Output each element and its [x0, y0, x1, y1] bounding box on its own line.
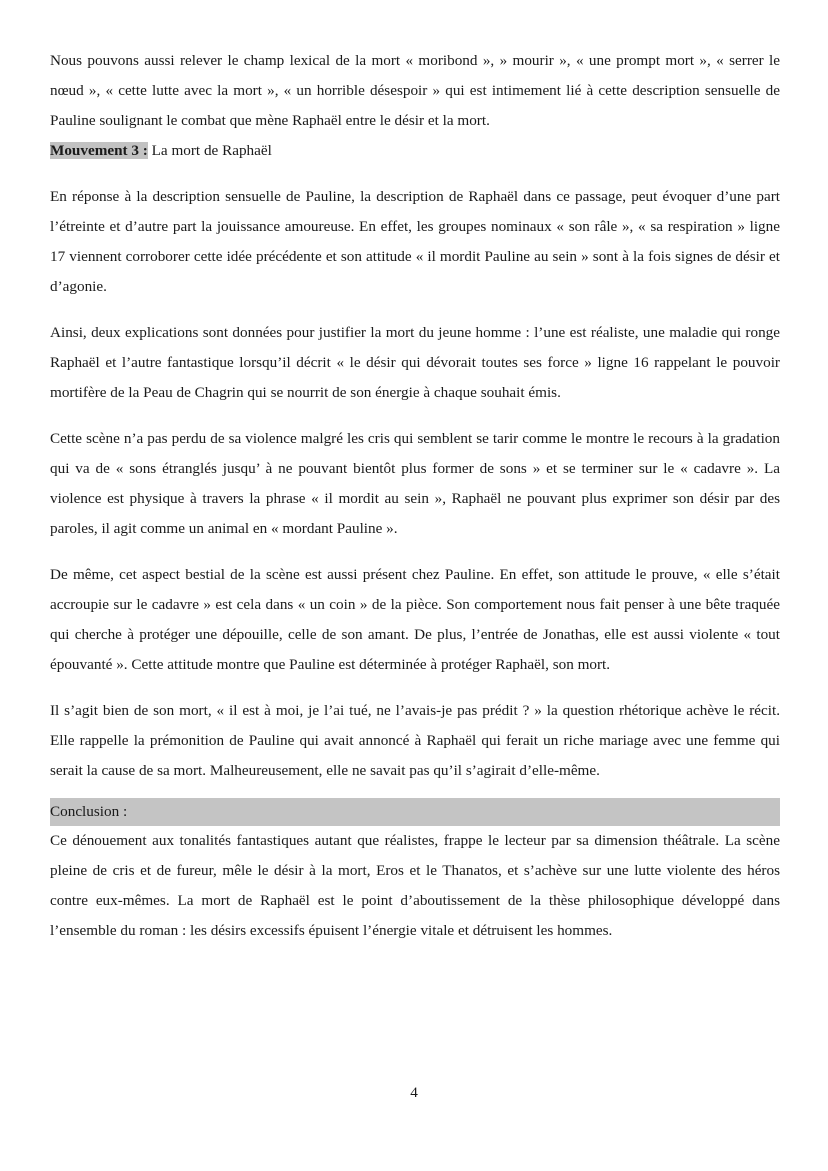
paragraph-explications: Ainsi, deux explications sont données pour justifier la mort du jeune homme : l’une est réaliste, une maladie qui ronge Raphaël et l’autre fantastique lorsqu’il décrit « le désir qui dévorait toutes ses force » ligne 16 rappelant le pouvoir mortifère de la Peau de Chagrin qui se nourrit de son énergie à chaque souhait émis.	[50, 324, 780, 401]
conclusion-heading: Conclusion :	[50, 798, 780, 826]
section-title: La mort de Raphaël	[147, 142, 272, 159]
paragraph-reponse: En réponse à la description sensuelle de Pauline, la description de Raphaël dans ce passage, peut évoquer d’une part l’étreinte et d’autre part la jouissance amoureuse. En effet, les groupes nominaux « son râle », « sa respiration » ligne 17 viennent corroborer cette idée précédente et son attitude « il mordit Pauline au sein » sont à la fois signes de désir et d’agonie.	[50, 188, 780, 295]
paragraph-conclusion: Ce dénouement aux tonalités fantastiques autant que réalistes, frappe le lecteur par sa dimension théâtrale. La scène pleine de cris et de fureur, mêle le désir à la mort, Eros et le Thanatos, et s’achève sur une lutte violente des héros contre eux-mêmes. La mort de Raphaël est le point d’aboutissement de la thèse philosophique développé dans l’ensemble du roman : les désirs excessifs épuisent l’énergie vitale et détruisent les hommes.	[50, 832, 780, 939]
section-heading-mouvement-3	[50, 136, 780, 166]
paragraph-son-mort: Il s’agit bien de son mort, « il est à moi, je l’ai tué, ne l’avais-je pas prédit ? » la question rhétorique achève le récit. Elle rappelle la prémonition de Pauline qui avait annoncé à Raphaël qui ferait un riche mariage avec une femme qui serait la cause de sa mort. Malheureusement, elle ne savait pas qu’il s’agirait d’elle-même.	[50, 702, 780, 779]
paragraph-bestial: De même, cet aspect bestial de la scène est aussi présent chez Pauline. En effet, son attitude le prouve, « elle s’était accroupie sur le cadavre » est cela dans « un coin » de la pièce. Son comportement nous fait penser à une bête traquée qui cherche à protéger une dépouille, celle de son amant. De plus, l’entrée de Jonathas, elle est aussi violente « tout épouvanté ». Cette attitude montre que Pauline est déterminée à protéger Raphaël, son mort.	[50, 566, 780, 673]
page-number: 4	[410, 1084, 418, 1101]
section-label: Mouvement 3 :	[50, 142, 148, 159]
paragraph-champ-lexical: Nous pouvons aussi relever le champ lexical de la mort « moribond », » mourir », « une prompt mort », « serrer le nœud », « cette lutte avec la mort », « un horrible désespoir » qui est intimement lié à cette description sensuelle de Pauline soulignant le combat que mène Raphaël entre le désir et la mort.	[50, 52, 780, 129]
paragraph-violence: Cette scène n’a pas perdu de sa violence malgré les cris qui semblent se tarir comme le montre le recours à la gradation qui va de « sons étranglés jusqu’ à ne pouvant bientôt plus former de sons » et se terminer sur le « cadavre ». La violence est physique à travers la phrase « il mordit au sein », Raphaël ne pouvant plus exprimer son désir par des paroles, il agit comme un animal en « mordant Pauline ».	[50, 430, 780, 537]
document-page	[50, 46, 780, 946]
